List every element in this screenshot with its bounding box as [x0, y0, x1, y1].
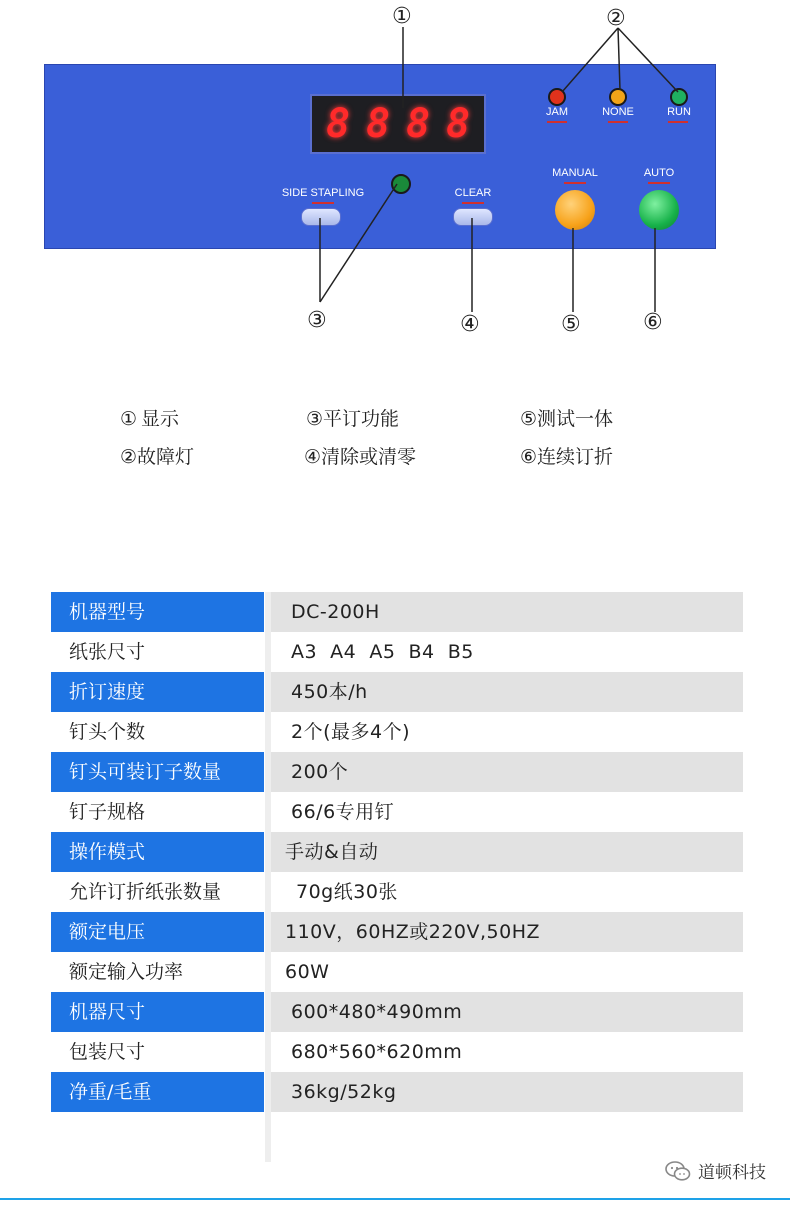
spec-key: 钉头个数: [51, 712, 264, 752]
spec-value: 66/6专用钉: [271, 792, 743, 832]
legend-text: 平订功能: [323, 408, 400, 430]
legend-number: ②: [120, 446, 138, 468]
legend-text: 连续订折: [537, 446, 614, 468]
table-row: [51, 672, 743, 712]
spec-value: 36kg/52kg: [271, 1072, 743, 1112]
callout-1: ①: [392, 4, 412, 29]
spec-key: 允许订折纸张数量: [51, 872, 264, 912]
legend-item: [520, 404, 613, 431]
spec-key: 钉头可装订子数量: [51, 752, 264, 792]
callout-4: ④: [460, 312, 480, 337]
spec-value: 200个: [271, 752, 743, 792]
callout-5: ⑤: [561, 312, 581, 337]
none-label: NONE: [602, 106, 634, 118]
callout-line-2a: [562, 28, 618, 92]
table-row: [51, 1032, 743, 1072]
callout-2: ②: [606, 6, 626, 31]
spec-key: 包装尺寸: [51, 1032, 264, 1072]
table-row: [51, 1072, 743, 1112]
spec-key: 机器型号: [51, 592, 264, 632]
legend-number: ④: [304, 446, 322, 468]
brand-name: 道顿科技: [698, 1163, 766, 1183]
spec-table: [51, 592, 743, 1112]
spec-key: 钉子规格: [51, 792, 264, 832]
brand-watermark: [664, 1158, 766, 1183]
legend-item: [304, 442, 416, 469]
table-row: [51, 712, 743, 752]
callout-line-3b: [320, 184, 397, 302]
spec-key: 机器尺寸: [51, 992, 264, 1032]
table-row: [51, 752, 743, 792]
display-digit: 8: [325, 101, 351, 147]
spec-value: DC-200H: [271, 592, 743, 632]
wechat-icon: [664, 1160, 692, 1182]
legend-text: 显示: [141, 408, 180, 430]
callout-6: ⑥: [643, 310, 663, 335]
display-digit: 8: [405, 101, 431, 147]
spec-key: 净重/毛重: [51, 1072, 264, 1112]
table-row: [51, 992, 743, 1032]
spec-key: 操作模式: [51, 832, 264, 872]
spec-value: 110V，60HZ或220V,50HZ: [271, 912, 743, 952]
display-digit: 8: [365, 101, 391, 147]
spec-key: 额定电压: [51, 912, 264, 952]
table-row: [51, 952, 743, 992]
legend-text: 故障灯: [137, 446, 195, 468]
jam-label: JAM: [546, 106, 568, 118]
legend-item: [120, 442, 194, 469]
spec-value: 60W: [271, 952, 743, 992]
callout-lines: [0, 0, 790, 340]
table-row: [51, 632, 743, 672]
callout-line-2b: [618, 28, 620, 90]
spec-key: 纸张尺寸: [51, 632, 264, 672]
callout-line-2c: [618, 28, 678, 92]
legend-number: ⑤: [520, 408, 538, 430]
spec-value: 70g纸30张: [271, 872, 743, 912]
table-row: [51, 912, 743, 952]
legend-text: 清除或清零: [321, 446, 417, 468]
display-digit: 8: [445, 101, 471, 147]
callout-3: ③: [307, 308, 327, 333]
table-row: [51, 832, 743, 872]
legend-number: ①: [120, 408, 138, 430]
manual-label: MANUAL: [552, 167, 598, 179]
table-row: [51, 792, 743, 832]
spec-value: 450本/h: [271, 672, 743, 712]
spec-key: 折订速度: [51, 672, 264, 712]
side-stapling-label: SIDE STAPLING: [281, 187, 365, 199]
legend-text: 测试一体: [537, 408, 614, 430]
legend-number: ③: [306, 408, 324, 430]
legend-number: ⑥: [520, 446, 538, 468]
run-label: RUN: [667, 106, 691, 118]
legend-item: [120, 404, 179, 431]
clear-label: CLEAR: [454, 187, 492, 199]
table-row: [51, 872, 743, 912]
auto-label: AUTO: [643, 167, 675, 179]
legend-item: [306, 404, 399, 431]
spec-key: 额定输入功率: [51, 952, 264, 992]
spec-value: 手动&自动: [271, 832, 743, 872]
legend-item: [520, 442, 613, 469]
spec-value: A3 A4 A5 B4 B5: [271, 632, 743, 672]
spec-value: 600*480*490mm: [271, 992, 743, 1032]
spec-value: 2个(最多4个): [271, 712, 743, 752]
spec-value: 680*560*620mm: [271, 1032, 743, 1072]
table-row: [51, 592, 743, 632]
bottom-accent-line: [0, 1198, 790, 1200]
